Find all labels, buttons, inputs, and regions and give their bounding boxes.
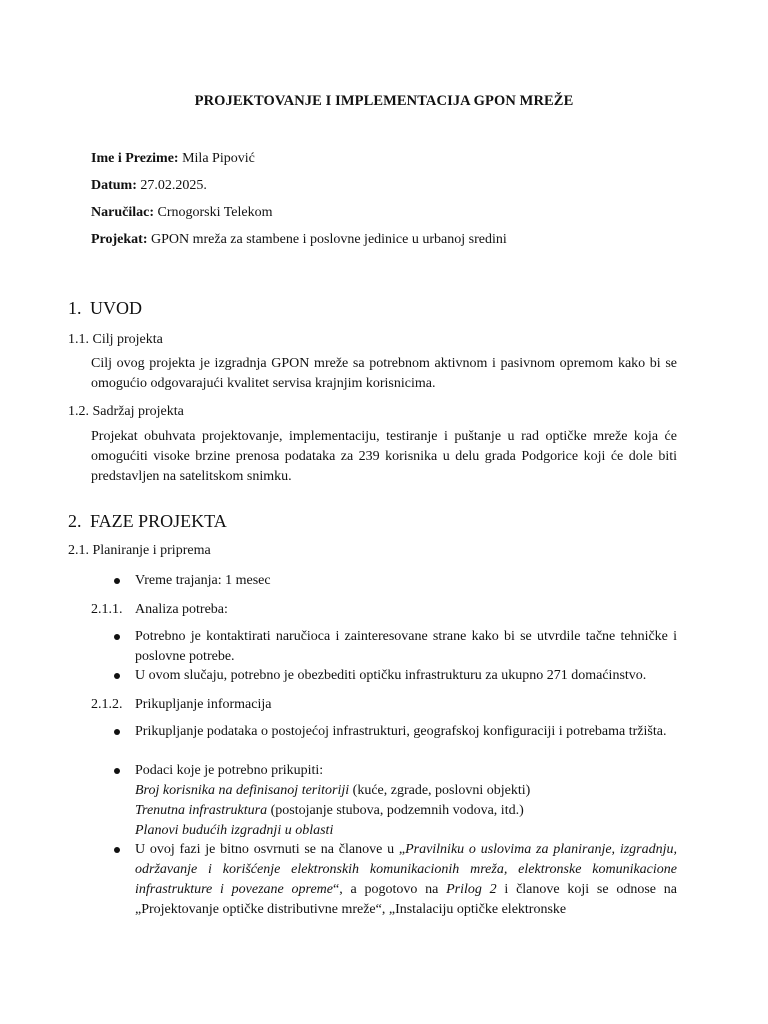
text-run: “, a pogotovo na (333, 882, 447, 897)
section-number: 2. (68, 511, 82, 531)
bullet-icon (114, 578, 120, 584)
meta-project (91, 231, 507, 249)
text-run: U ovoj fazi je bitno osvrnuti se na članove u „ (135, 842, 406, 857)
meta-value: Mila Pipović (178, 151, 255, 166)
section-heading-faze (68, 510, 227, 532)
meta-label: Datum: (91, 178, 137, 193)
data-line-italic: Planovi budućih izgradnji u oblasti (135, 823, 334, 838)
annex-reference: Prilog 2 (446, 882, 497, 897)
subsection-heading: 1.2. Sadržaj projekta (68, 404, 184, 419)
list-item (114, 666, 677, 686)
list-item-text (135, 761, 677, 841)
section-heading-uvod (68, 297, 142, 319)
meta-label: Ime i Prezime: (91, 151, 179, 166)
data-line-italic: Trenutna infrastruktura (135, 803, 268, 818)
list-item-text (135, 840, 677, 920)
document-title: PROJEKTOVANJE I IMPLEMENTACIJA GPON MREŽE (194, 93, 574, 109)
meta-value: GPON mreža za stambene i poslovne jedinice u urbanoj sredini (147, 232, 507, 247)
bullet-icon (114, 768, 120, 774)
section-title: UVOD (90, 298, 142, 318)
bullet-icon (114, 847, 120, 853)
subsubsection-title: Analiza potreba: (135, 602, 228, 617)
list-item-intro: Podaci koje je potrebno prikupiti: (135, 763, 324, 778)
subsection-heading: 1.1. Cilj projekta (68, 332, 163, 347)
subsubsection-number: 2.1.1. (91, 602, 123, 617)
meta-label: Naručilac: (91, 205, 154, 220)
bullet-icon (114, 729, 120, 735)
data-line-rest: (kuće, zgrade, poslovni objekti) (349, 783, 531, 798)
section-number: 1. (68, 298, 82, 318)
meta-value: Crnogorski Telekom (153, 205, 273, 220)
section-title: FAZE PROJEKTA (90, 511, 227, 531)
paragraph: Projekat obuhvata projektovanje, implementaciju, testiranje i puštanje u rad optičke mreže koja će omogućiti visoke brzine prenosa podataka za 239 korisnika u delu grada Podgorice koji će dole biti predstavljen na satelitskom snimku. (91, 429, 677, 484)
bullet-icon (114, 634, 120, 640)
list-item (114, 840, 677, 920)
meta-label: Projekat: (91, 232, 148, 247)
list-item (114, 571, 677, 591)
subsubsection-heading (91, 696, 271, 714)
subsubsection-number: 2.1.2. (91, 697, 123, 712)
list-item-text: Vreme trajanja: 1 mesec (135, 573, 271, 588)
list-item (114, 627, 677, 667)
list-item-text: Potrebno je kontaktirati naručioca i zainteresovane strane kako bi se utvrdile tačne tehničke i poslovne potrebe. (135, 629, 677, 664)
data-line-italic: Broj korisnika na definisanoj teritoriji (135, 783, 350, 798)
bullet-icon (114, 673, 120, 679)
subsubsection-title: Prikupljanje informacija (135, 697, 272, 712)
list-item-text: Prikupljanje podataka o postojećoj infrastrukturi, geografskoj konfiguraciji i potrebama tržišta. (135, 724, 667, 739)
meta-client (91, 204, 273, 222)
data-line (135, 801, 677, 821)
paragraph: Cilj ovog projekta je izgradnja GPON mreže sa potrebnom aktivnom i pasivnom opremom kako bi se omogućio odgovarajući kvalitet servisa krajnjim korisnicima. (91, 356, 677, 391)
data-line-rest: (postojanje stubova, podzemnih vodova, itd.) (267, 803, 524, 818)
subsubsection-heading (91, 601, 228, 619)
meta-name (91, 150, 255, 168)
subsection-heading: 2.1. Planiranje i priprema (68, 543, 211, 558)
text-run: i članove koji se odnose na „Projektovanje optičke distributivne mreže“, „Instalaciju optičke elektronske (135, 882, 677, 917)
meta-value: 27.02.2025. (136, 178, 207, 193)
meta-date (91, 177, 207, 195)
list-item (114, 722, 677, 742)
data-line (135, 781, 677, 801)
list-item-text: U ovom slučaju, potrebno je obezbediti optičku infrastrukturu za ukupno 271 domaćinstvo. (135, 668, 647, 683)
regulation-title: Pravilniku o uslovima za planiranje, izgradnju, održavanje i korišćenje elektronskih komunikacionih mreža, elektronske komunikacione infrastrukture i povezane opreme (135, 842, 678, 897)
list-item (114, 761, 677, 841)
